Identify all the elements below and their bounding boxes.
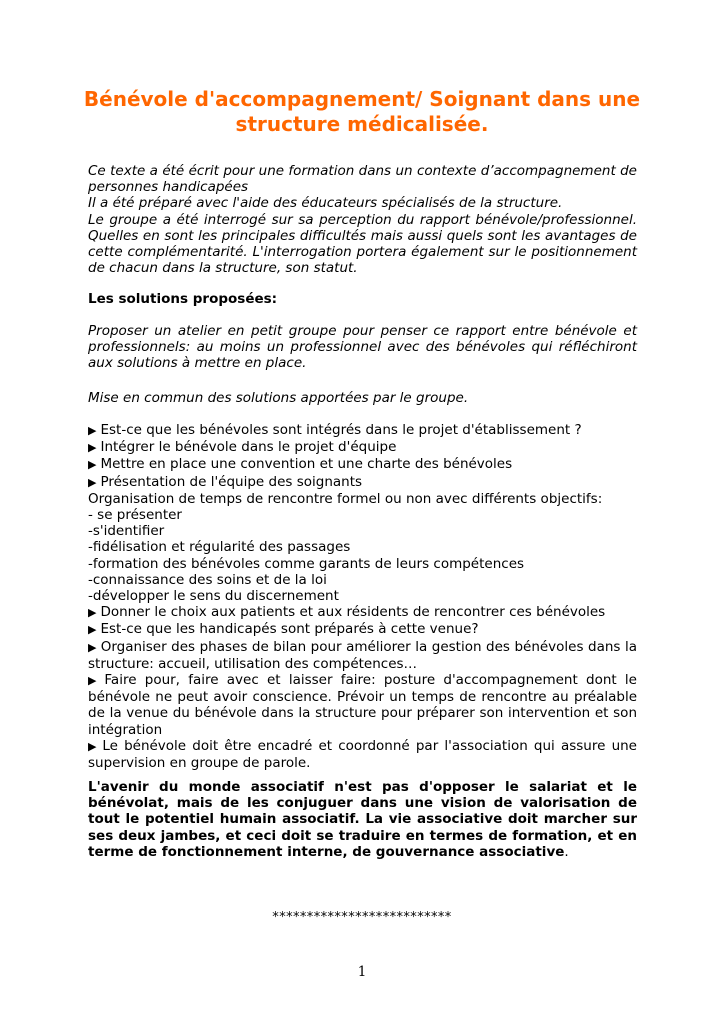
bullet-arrow-icon: ▶ bbox=[88, 475, 97, 489]
objective-item: - se présenter bbox=[88, 507, 182, 524]
list-item: ▶ Présentation de l'équipe des soignants bbox=[88, 473, 363, 490]
bullet-arrow-icon: ▶ bbox=[88, 739, 99, 753]
mise-en-commun-line: Mise en commun des solutions apportées par le groupe. bbox=[88, 390, 469, 406]
bullet-arrow-icon: ▶ bbox=[88, 458, 97, 472]
conclusion-period: . bbox=[564, 843, 569, 860]
bullet-arrow-icon: ▶ bbox=[88, 623, 97, 637]
list-item: ▶ Organiser des phases de bilan pour améliorer la gestion des bénévoles dans la structure: accueil, utilisation des compétences… bbox=[88, 638, 637, 672]
bullet-arrow-icon: ▶ bbox=[88, 441, 97, 455]
conclusion-paragraph bbox=[88, 779, 637, 860]
objective-item: -développer le sens du discernement bbox=[88, 588, 339, 605]
list-item: ▶ Mettre en place une convention et une charte des bénévoles bbox=[88, 456, 513, 473]
objective-item: -fidélisation et régularité des passages bbox=[88, 539, 351, 556]
list-item: ▶ Intégrer le bénévole dans le projet d'équipe bbox=[88, 439, 397, 456]
bullet-arrow-icon: ▶ bbox=[88, 424, 97, 437]
intro-line: Il a été préparé avec l'aide des éducateurs spécialisés de la structure. bbox=[88, 195, 563, 212]
objective-item: -connaissance des soins et de la loi bbox=[88, 571, 327, 588]
list-item: ▶ Faire pour, faire avec et laisser faire: posture d'accompagnement dont le bénévole ne peut avoir conscience. Prévoir un temps de rencontre au préalable de la venue du bénévole dans la structure pour préparer son intervention et son intégration bbox=[88, 672, 637, 738]
intro-line: Ce texte a été écrit pour une formation dans un contexte d’accompagnement de personnes handicapées bbox=[88, 163, 637, 196]
objective-item: -formation des bénévoles comme garants de leurs compétences bbox=[88, 555, 525, 572]
list-item: ▶ Est-ce que les handicapés sont préparés à cette venue? bbox=[88, 621, 479, 638]
list-item: ▶ Le bénévole doit être encadré et coordonné par l'association qui assure une supervision en groupe de parole. bbox=[88, 737, 637, 772]
document-title: Bénévole d'accompagnement/ Soignant dans une structure médicalisée. bbox=[83, 87, 641, 136]
solutions-heading: Les solutions proposées: bbox=[88, 291, 278, 307]
conclusion-text: L'avenir du monde associatif n'est pas d'opposer le salariat et le bénévolat, mais de les conjuguer dans une vision de valorisation de tout le potentiel humain associatif. La vie associative doit marcher sur ses deux jambes, et ceci doit se traduire en termes de formation, et en terme de fonctionnement interne, de gouvernance associative bbox=[88, 779, 637, 860]
list-item: ▶ Est-ce que les bénévoles sont intégrés dans le projet d'établissement ? bbox=[88, 422, 582, 438]
bullet-arrow-icon: ▶ bbox=[88, 674, 101, 688]
list-item: ▶ Donner le choix aux patients et aux résidents de rencontrer ces bénévoles bbox=[88, 604, 606, 621]
organisation-line: Organisation de temps de rencontre formel ou non avec différents objectifs: bbox=[88, 490, 603, 507]
intro-line: Le groupe a été interrogé sur sa perception du rapport bénévole/professionnel. Quelles en sont les principales difficultés mais aussi quels sont les avantages de cette complémentarité. L'interrogation portera également sur le positionnement de chacun dans la structure, son statut. bbox=[88, 211, 637, 277]
bullet-arrow-icon: ▶ bbox=[88, 606, 97, 620]
solutions-list bbox=[88, 422, 637, 771]
page-number: 1 bbox=[357, 964, 367, 980]
objective-item: -s'identifier bbox=[88, 523, 165, 540]
asterisk-separator: ************************** bbox=[272, 910, 452, 925]
bullet-arrow-icon: ▶ bbox=[88, 640, 97, 654]
intro-paragraph bbox=[88, 163, 637, 276]
proposal-paragraph: Proposer un atelier en petit groupe pour penser ce rapport entre bénévole et professionnels: au moins un professionnel avec des bénévoles qui réfléchiront aux solutions à mettre en place. bbox=[88, 323, 637, 372]
